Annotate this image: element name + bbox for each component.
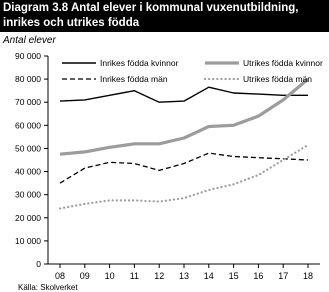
source-note: Källa: Skolverket [18,283,78,292]
x-tick-label: 13 [178,271,190,281]
y-tick-label: 20 000 [15,212,41,223]
y-tick-label: 30 000 [15,189,41,200]
chart-title-line-1: Diagram 3.8 Antal elever i kommunal vuxenutbildning, [3,2,299,14]
x-tick-label: 18 [302,271,314,281]
y-tick-label: 80 000 [15,74,41,85]
y-tick-label: 10 000 [15,235,41,246]
x-tick-label: 14 [203,271,214,281]
y-tick-label: 40 000 [15,166,41,177]
y-tick-label: 50 000 [15,143,41,154]
legend-label-1: Inrikes födda kvinnor [100,58,179,68]
legend-label-2: Utrikes födda kvinnor [243,58,323,68]
series-line-2 [60,79,308,154]
y-tick-label: 60 000 [15,120,41,131]
x-tick-label: 09 [79,271,90,281]
legend-label-4: Utrikes födda män [243,74,312,84]
series-line-1 [60,87,308,102]
x-tick-label: 08 [54,271,66,281]
x-tick-label: 12 [154,271,165,281]
x-tick-label: 17 [278,271,289,281]
legend-label-3: Inrikes födda män [100,74,168,84]
x-tick-label: 16 [253,271,264,281]
y-tick-label: 0 [36,259,41,269]
chart-title-line-2: inrikes och utrikes födda [3,17,140,29]
series-line-4 [60,145,308,209]
x-tick-label: 11 [129,271,140,281]
y-axis-label: Antal elever [3,35,56,46]
x-tick-label: 15 [228,271,239,281]
x-tick-label: 10 [104,271,115,281]
y-tick-label: 70 000 [15,97,41,108]
y-tick-label: 90 000 [15,51,41,61]
